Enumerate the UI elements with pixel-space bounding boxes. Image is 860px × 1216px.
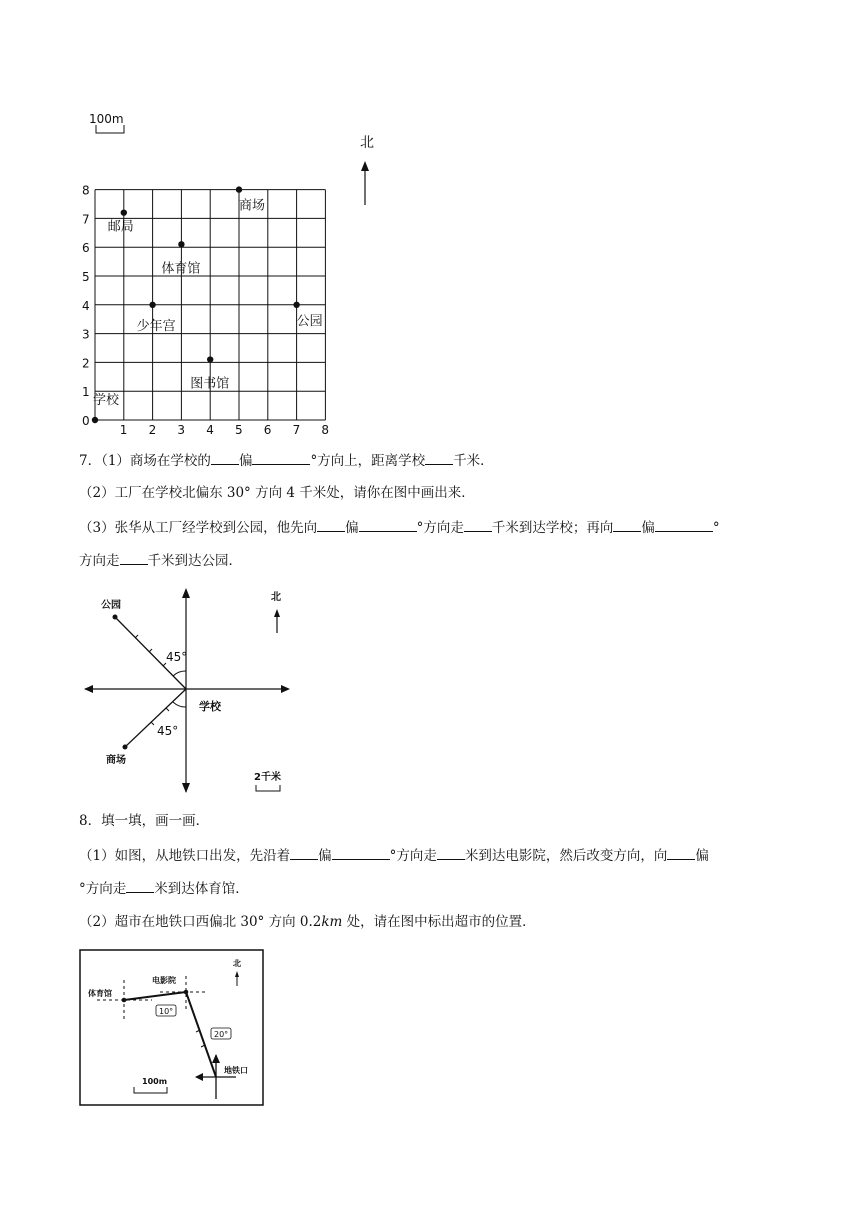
y-axis-ticks <box>82 184 90 428</box>
angle-label-top: 45° <box>166 650 188 664</box>
park-route-tick <box>135 635 138 638</box>
mall-point <box>123 745 128 750</box>
north-label: 北 <box>233 959 241 968</box>
answer-blank[interactable] <box>613 518 641 532</box>
cinema-point <box>184 990 189 995</box>
answer-blank[interactable] <box>252 451 310 465</box>
q7-part3: （3）张华从工厂经学校到公园，他先向 偏 °方向走 千米到达学校；再向 偏 ° <box>79 520 720 536</box>
y-tick-label: 7 <box>82 212 90 227</box>
school-label: 学校 <box>199 700 221 713</box>
x-tick-label: 2 <box>148 423 157 437</box>
scale-label: 100m <box>89 112 124 126</box>
mall-label: 商场 <box>106 755 126 766</box>
north-label: 北 <box>360 135 374 151</box>
north-arrow-head <box>361 161 369 171</box>
x-tick-label: 5 <box>235 423 243 437</box>
x-tick-label: 7 <box>292 423 301 437</box>
y-tick-label: 3 <box>82 327 90 342</box>
scale-bar <box>256 785 280 791</box>
place-label: 邮局 <box>107 219 134 235</box>
gym-point <box>122 998 127 1003</box>
north-indicator-head <box>274 609 280 617</box>
place-label: 公园 <box>296 313 323 329</box>
unit-km: km <box>321 914 343 930</box>
subway-map-figure <box>75 945 270 1110</box>
south-arrow-head <box>182 783 190 793</box>
x-tick-label: 8 <box>321 423 330 437</box>
y-tick-label: 8 <box>82 183 90 198</box>
north-label: 北 <box>271 592 281 603</box>
y-tick-label: 1 <box>82 385 90 400</box>
y-tick-label: 4 <box>82 298 90 313</box>
x-tick-label: 4 <box>206 423 214 437</box>
y-tick-label: 6 <box>82 241 90 256</box>
answer-blank[interactable] <box>211 451 239 465</box>
angle-label-2: 20° <box>214 1030 229 1039</box>
cinema-label: 电影院 <box>152 976 176 985</box>
x-tick-label: 3 <box>177 423 186 437</box>
answer-blank[interactable] <box>425 451 453 465</box>
q8-part1: （1）如图，从地铁口出发，先沿着 偏 °方向走 米到达电影院，然后改变方向，向 偏 <box>79 848 709 864</box>
place-label: 学校 <box>93 393 120 408</box>
answer-blank[interactable] <box>359 518 417 532</box>
subway-label: 地铁口 <box>224 1066 248 1075</box>
place-label: 商场 <box>239 198 266 214</box>
scale-label: 2千米 <box>254 772 281 783</box>
q7-part2: （2）工厂在学校北偏东 30° 方向 4 千米处，请你在图中画出来． <box>79 485 475 501</box>
y-tick-label: 5 <box>82 270 90 284</box>
place-point <box>178 241 184 247</box>
place-point <box>92 417 98 423</box>
west-arrow-head <box>84 685 93 693</box>
mall-route-tick <box>166 708 169 711</box>
q8-title: 8．填一填，画一画． <box>79 813 210 829</box>
x-tick-label: 6 <box>263 423 272 437</box>
place-label: 图书馆 <box>190 376 230 392</box>
east-arrow-head <box>281 685 290 693</box>
map-frame <box>80 950 263 1105</box>
mall-route-line <box>125 689 186 747</box>
place-point <box>121 209 127 215</box>
angle-arc-bottom <box>173 702 186 707</box>
y-tick-label: 2 <box>82 356 90 371</box>
answer-blank[interactable] <box>317 518 345 532</box>
answer-blank[interactable] <box>332 846 390 860</box>
place-point <box>236 186 242 192</box>
park-point <box>113 615 118 620</box>
answer-blank[interactable] <box>120 551 148 565</box>
angle-label-1: 10° <box>159 1007 174 1016</box>
q7-part1: 7．（1）商场在学校的 偏 °方向上，距离学校 千米． <box>79 453 494 469</box>
compass-figure <box>80 585 300 795</box>
answer-blank[interactable] <box>437 846 465 860</box>
place-point <box>149 302 155 308</box>
answer-blank[interactable] <box>126 879 154 893</box>
x-axis-ticks <box>120 423 329 437</box>
answer-blank[interactable] <box>667 846 695 860</box>
q7-number: 7． <box>79 453 102 469</box>
north-arrow-head <box>182 588 190 598</box>
park-label: 公园 <box>101 600 121 611</box>
place-point <box>293 302 299 308</box>
q8-part1-continued: °方向走 米到达体育馆． <box>79 881 249 897</box>
mall-route-tick <box>151 722 154 725</box>
park-route-tick <box>149 649 152 652</box>
angle-arc-top <box>173 671 186 676</box>
place-label: 少年宫 <box>136 318 176 334</box>
answer-blank[interactable] <box>464 518 492 532</box>
place-point <box>207 356 213 362</box>
answer-blank[interactable] <box>290 846 318 860</box>
angle-label-bottom: 45° <box>157 724 179 738</box>
scale-bar <box>96 125 124 133</box>
q8-part2: （2）超市在地铁口西偏北 30° 方向 0.2km 处，请在图中标出超市的位置． <box>79 914 536 930</box>
q7-part3-continued: 方向走 千米到达公园． <box>79 553 242 569</box>
answer-blank[interactable] <box>655 518 713 532</box>
x-tick-label: 1 <box>119 423 128 437</box>
scale-label: 100m <box>142 1077 168 1086</box>
gym-label: 体育馆 <box>88 989 112 998</box>
place-label: 体育馆 <box>161 261 201 277</box>
y-tick-label: 0 <box>82 414 90 428</box>
grid-map-figure <box>80 105 380 440</box>
